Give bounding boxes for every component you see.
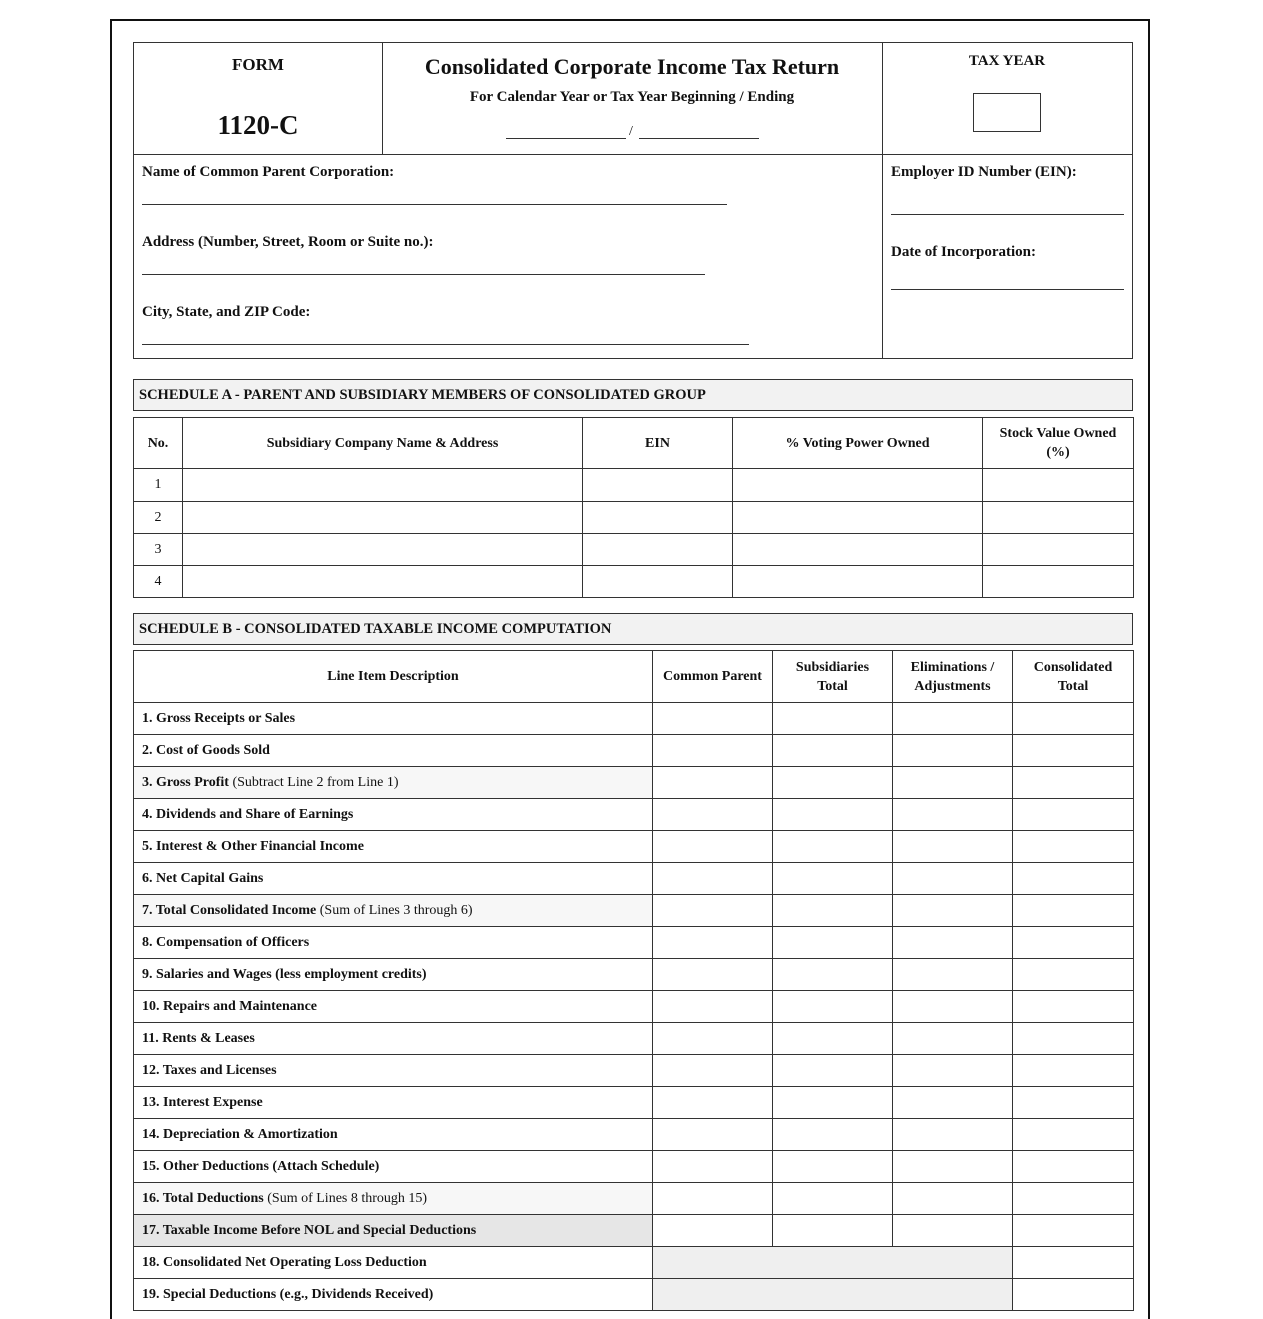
ein-cell[interactable]	[583, 502, 733, 534]
form-title: Consolidated Corporate Income Tax Return	[424, 54, 840, 79]
subsidiaries-total-cell[interactable]	[773, 1055, 893, 1087]
col-consolidated-total: Consolidated Total	[1013, 651, 1134, 703]
date-separator: /	[629, 124, 633, 139]
shaded-unused-cell	[653, 1279, 1013, 1311]
ein-cell[interactable]	[583, 469, 733, 502]
line-item-description	[134, 1183, 653, 1215]
common-parent-cell[interactable]	[653, 1055, 773, 1087]
subsidiary-name-cell[interactable]	[183, 502, 583, 534]
line-item-label: 1. Gross Receipts or Sales	[142, 710, 296, 726]
line-item-description	[134, 1055, 653, 1087]
common-parent-cell[interactable]	[653, 991, 773, 1023]
ein-field[interactable]	[891, 214, 1124, 215]
line-item-label: 8. Compensation of Officers	[142, 934, 310, 950]
line-item-description	[134, 1023, 653, 1055]
line-item-note: (Sum of Lines 8 through 15)	[263, 1190, 428, 1206]
common-parent-cell[interactable]	[653, 831, 773, 863]
row-number: 4	[134, 566, 183, 598]
schedule-b-title: SCHEDULE B - CONSOLIDATED TAXABLE INCOME COMPUTATION	[133, 613, 1133, 645]
line-item-label: 9. Salaries and Wages (less employment credits)	[142, 966, 427, 982]
line-item-description	[134, 1279, 653, 1311]
row-number: 3	[134, 534, 183, 566]
tax-year-input[interactable]	[973, 93, 1041, 132]
schedule-b-row	[134, 1151, 1134, 1183]
line-item-label: 14. Depreciation & Amortization	[142, 1126, 338, 1142]
schedule-b-row	[134, 959, 1134, 991]
consolidated-total-cell[interactable]	[1013, 1215, 1134, 1247]
tax-year-begin-field[interactable]	[506, 138, 626, 139]
schedule-b-row	[134, 1087, 1134, 1119]
line-item-description	[134, 927, 653, 959]
eliminations-cell[interactable]	[893, 767, 1013, 799]
eliminations-cell[interactable]	[893, 1087, 1013, 1119]
line-item-label: 7. Total Consolidated Income	[142, 902, 317, 918]
line-item-description	[134, 1247, 653, 1279]
schedule-b-row	[134, 1119, 1134, 1151]
common-parent-cell[interactable]	[653, 863, 773, 895]
schedule-a-row	[134, 469, 1134, 502]
subsidiaries-total-cell[interactable]	[773, 863, 893, 895]
parent-name-label: Name of Common Parent Corporation:	[142, 164, 395, 180]
voting-power-cell[interactable]	[733, 534, 983, 566]
schedule-b-row	[134, 991, 1134, 1023]
shaded-unused-cell	[653, 1247, 1013, 1279]
line-item-description	[134, 1151, 653, 1183]
tax-year-label: TAX YEAR	[968, 53, 1046, 69]
consolidated-total-cell[interactable]	[1013, 1247, 1134, 1279]
consolidated-total-cell[interactable]	[1013, 1087, 1134, 1119]
subsidiaries-total-cell[interactable]	[773, 991, 893, 1023]
line-item-label: 6. Net Capital Gains	[142, 870, 264, 886]
line-item-description	[134, 863, 653, 895]
line-item-label: 18. Consolidated Net Operating Loss Deduction	[142, 1254, 427, 1270]
line-item-description	[134, 1087, 653, 1119]
address-label: Address (Number, Street, Room or Suite no.):	[142, 234, 434, 250]
form-page	[110, 19, 1150, 1319]
ein-label: Employer ID Number (EIN):	[891, 164, 1077, 180]
row-number: 2	[134, 502, 183, 534]
line-item-label: 3. Gross Profit	[142, 774, 229, 790]
consolidated-total-cell[interactable]	[1013, 799, 1134, 831]
col-stock-value: Stock Value Owned (%)	[983, 418, 1134, 469]
eliminations-cell[interactable]	[893, 1023, 1013, 1055]
eliminations-cell[interactable]	[893, 1055, 1013, 1087]
line-item-label: 12. Taxes and Licenses	[142, 1062, 277, 1078]
subsidiaries-total-cell[interactable]	[773, 703, 893, 735]
schedule-b-row	[134, 927, 1134, 959]
line-item-description	[134, 735, 653, 767]
subsidiaries-total-cell[interactable]	[773, 927, 893, 959]
line-item-label: 10. Repairs and Maintenance	[142, 998, 317, 1014]
eliminations-cell[interactable]	[893, 799, 1013, 831]
line-item-description	[134, 767, 653, 799]
consolidated-total-cell[interactable]	[1013, 927, 1134, 959]
eliminations-cell[interactable]	[893, 1183, 1013, 1215]
subsidiary-name-cell[interactable]	[183, 534, 583, 566]
consolidated-total-cell[interactable]	[1013, 991, 1134, 1023]
line-item-label: 11. Rents & Leases	[142, 1030, 255, 1046]
subsidiaries-total-cell[interactable]	[773, 1119, 893, 1151]
schedule-b-row	[134, 863, 1134, 895]
schedule-b-row	[134, 1279, 1134, 1311]
schedule-a-row	[134, 534, 1134, 566]
city-field[interactable]	[142, 344, 749, 345]
subsidiaries-total-cell[interactable]	[773, 1151, 893, 1183]
common-parent-cell[interactable]	[653, 1183, 773, 1215]
col-voting-power: % Voting Power Owned	[733, 418, 983, 469]
subsidiaries-total-cell[interactable]	[773, 895, 893, 927]
line-item-description	[134, 1215, 653, 1247]
consolidated-total-cell[interactable]	[1013, 767, 1134, 799]
subsidiary-name-cell[interactable]	[183, 469, 583, 502]
subsidiary-name-cell[interactable]	[183, 566, 583, 598]
stock-value-cell[interactable]	[983, 469, 1134, 502]
schedule-b-row	[134, 1183, 1134, 1215]
voting-power-cell[interactable]	[733, 469, 983, 502]
col-common-parent: Common Parent	[653, 651, 773, 703]
schedule-b-row	[134, 767, 1134, 799]
line-item-label: 13. Interest Expense	[142, 1094, 263, 1110]
line-item-description	[134, 895, 653, 927]
common-parent-cell[interactable]	[653, 1151, 773, 1183]
form-number: 1120-C	[217, 110, 299, 140]
subsidiaries-total-cell[interactable]	[773, 1023, 893, 1055]
common-parent-cell[interactable]	[653, 799, 773, 831]
schedule-a-table	[133, 417, 1134, 598]
col-ein: EIN	[583, 418, 733, 469]
eliminations-cell[interactable]	[893, 735, 1013, 767]
line-item-label: 2. Cost of Goods Sold	[142, 742, 270, 758]
consolidated-total-cell[interactable]	[1013, 959, 1134, 991]
voting-power-cell[interactable]	[733, 566, 983, 598]
common-parent-cell[interactable]	[653, 735, 773, 767]
line-item-description	[134, 703, 653, 735]
common-parent-cell[interactable]	[653, 1087, 773, 1119]
common-parent-cell[interactable]	[653, 1215, 773, 1247]
line-item-label: 4. Dividends and Share of Earnings	[142, 806, 354, 822]
parent-name-field[interactable]	[142, 204, 727, 205]
schedule-b-row	[134, 1055, 1134, 1087]
incorporation-label: Date of Incorporation:	[891, 244, 1036, 260]
schedule-b-row	[134, 895, 1134, 927]
form-header	[133, 42, 1133, 359]
eliminations-cell[interactable]	[893, 895, 1013, 927]
tax-year-end-field[interactable]	[639, 138, 759, 139]
row-number: 1	[134, 469, 183, 502]
schedule-b-row	[134, 703, 1134, 735]
consolidated-total-cell[interactable]	[1013, 1119, 1134, 1151]
line-item-label: 16. Total Deductions	[142, 1190, 264, 1206]
stock-value-cell[interactable]	[983, 502, 1134, 534]
consolidated-total-cell[interactable]	[1013, 1183, 1134, 1215]
incorporation-field[interactable]	[891, 289, 1124, 290]
col-eliminations: Eliminations / Adjustments	[893, 651, 1013, 703]
eliminations-cell[interactable]	[893, 1151, 1013, 1183]
eliminations-cell[interactable]	[893, 959, 1013, 991]
col-subsidiary-name: Subsidiary Company Name & Address	[183, 418, 583, 469]
eliminations-cell[interactable]	[893, 863, 1013, 895]
stock-value-cell[interactable]	[983, 566, 1134, 598]
schedule-b-row	[134, 1215, 1134, 1247]
schedule-a-row	[134, 502, 1134, 534]
subsidiaries-total-cell[interactable]	[773, 831, 893, 863]
city-label: City, State, and ZIP Code:	[142, 304, 311, 320]
consolidated-total-cell[interactable]	[1013, 895, 1134, 927]
line-item-label: 17. Taxable Income Before NOL and Special Deductions	[142, 1222, 477, 1238]
col-line-item: Line Item Description	[134, 651, 653, 703]
schedule-b-row	[134, 799, 1134, 831]
schedule-b-row	[134, 831, 1134, 863]
consolidated-total-cell[interactable]	[1013, 863, 1134, 895]
form-label: FORM	[232, 55, 284, 74]
schedule-b-row	[134, 1023, 1134, 1055]
eliminations-cell[interactable]	[893, 991, 1013, 1023]
schedule-b-table	[133, 650, 1134, 1311]
subsidiaries-total-cell[interactable]	[773, 959, 893, 991]
common-parent-cell[interactable]	[653, 1119, 773, 1151]
subsidiaries-total-cell[interactable]	[773, 735, 893, 767]
address-field[interactable]	[142, 274, 705, 275]
voting-power-cell[interactable]	[733, 502, 983, 534]
common-parent-cell[interactable]	[653, 1023, 773, 1055]
line-item-label: 15. Other Deductions (Attach Schedule)	[142, 1158, 380, 1174]
common-parent-cell[interactable]	[653, 895, 773, 927]
consolidated-total-cell[interactable]	[1013, 1055, 1134, 1087]
stock-value-cell[interactable]	[983, 534, 1134, 566]
common-parent-cell[interactable]	[653, 767, 773, 799]
ein-cell[interactable]	[583, 534, 733, 566]
ein-cell[interactable]	[583, 566, 733, 598]
common-parent-cell[interactable]	[653, 959, 773, 991]
line-item-label: 5. Interest & Other Financial Income	[142, 838, 364, 854]
consolidated-total-cell[interactable]	[1013, 703, 1134, 735]
line-item-description	[134, 991, 653, 1023]
subsidiaries-total-cell[interactable]	[773, 767, 893, 799]
subsidiaries-total-cell[interactable]	[773, 1215, 893, 1247]
line-item-note: (Sum of Lines 3 through 6)	[316, 902, 473, 918]
consolidated-total-cell[interactable]	[1013, 1023, 1134, 1055]
line-item-description	[134, 831, 653, 863]
eliminations-cell[interactable]	[893, 831, 1013, 863]
col-subsidiaries-total: Subsidiaries Total	[773, 651, 893, 703]
consolidated-total-cell[interactable]	[1013, 1279, 1134, 1311]
line-item-description	[134, 1119, 653, 1151]
subsidiaries-total-cell[interactable]	[773, 799, 893, 831]
schedule-a-row	[134, 566, 1134, 598]
col-no: No.	[134, 418, 183, 469]
schedule-b-row	[134, 1247, 1134, 1279]
eliminations-cell[interactable]	[893, 1119, 1013, 1151]
eliminations-cell[interactable]	[893, 927, 1013, 959]
line-item-note: (Subtract Line 2 from Line 1)	[228, 774, 399, 790]
consolidated-total-cell[interactable]	[1013, 735, 1134, 767]
eliminations-cell[interactable]	[893, 703, 1013, 735]
schedule-b-row	[134, 735, 1134, 767]
line-item-label: 19. Special Deductions (e.g., Dividends Received)	[142, 1286, 434, 1302]
line-item-description	[134, 799, 653, 831]
subsidiaries-total-cell[interactable]	[773, 1087, 893, 1119]
consolidated-total-cell[interactable]	[1013, 1151, 1134, 1183]
schedule-a-title: SCHEDULE A - PARENT AND SUBSIDIARY MEMBERS OF CONSOLIDATED GROUP	[133, 379, 1133, 411]
common-parent-cell[interactable]	[653, 703, 773, 735]
line-item-description	[134, 959, 653, 991]
common-parent-cell[interactable]	[653, 927, 773, 959]
eliminations-cell[interactable]	[893, 1215, 1013, 1247]
form-subtitle: For Calendar Year or Tax Year Beginning / Ending	[469, 89, 795, 105]
subsidiaries-total-cell[interactable]	[773, 1183, 893, 1215]
consolidated-total-cell[interactable]	[1013, 831, 1134, 863]
